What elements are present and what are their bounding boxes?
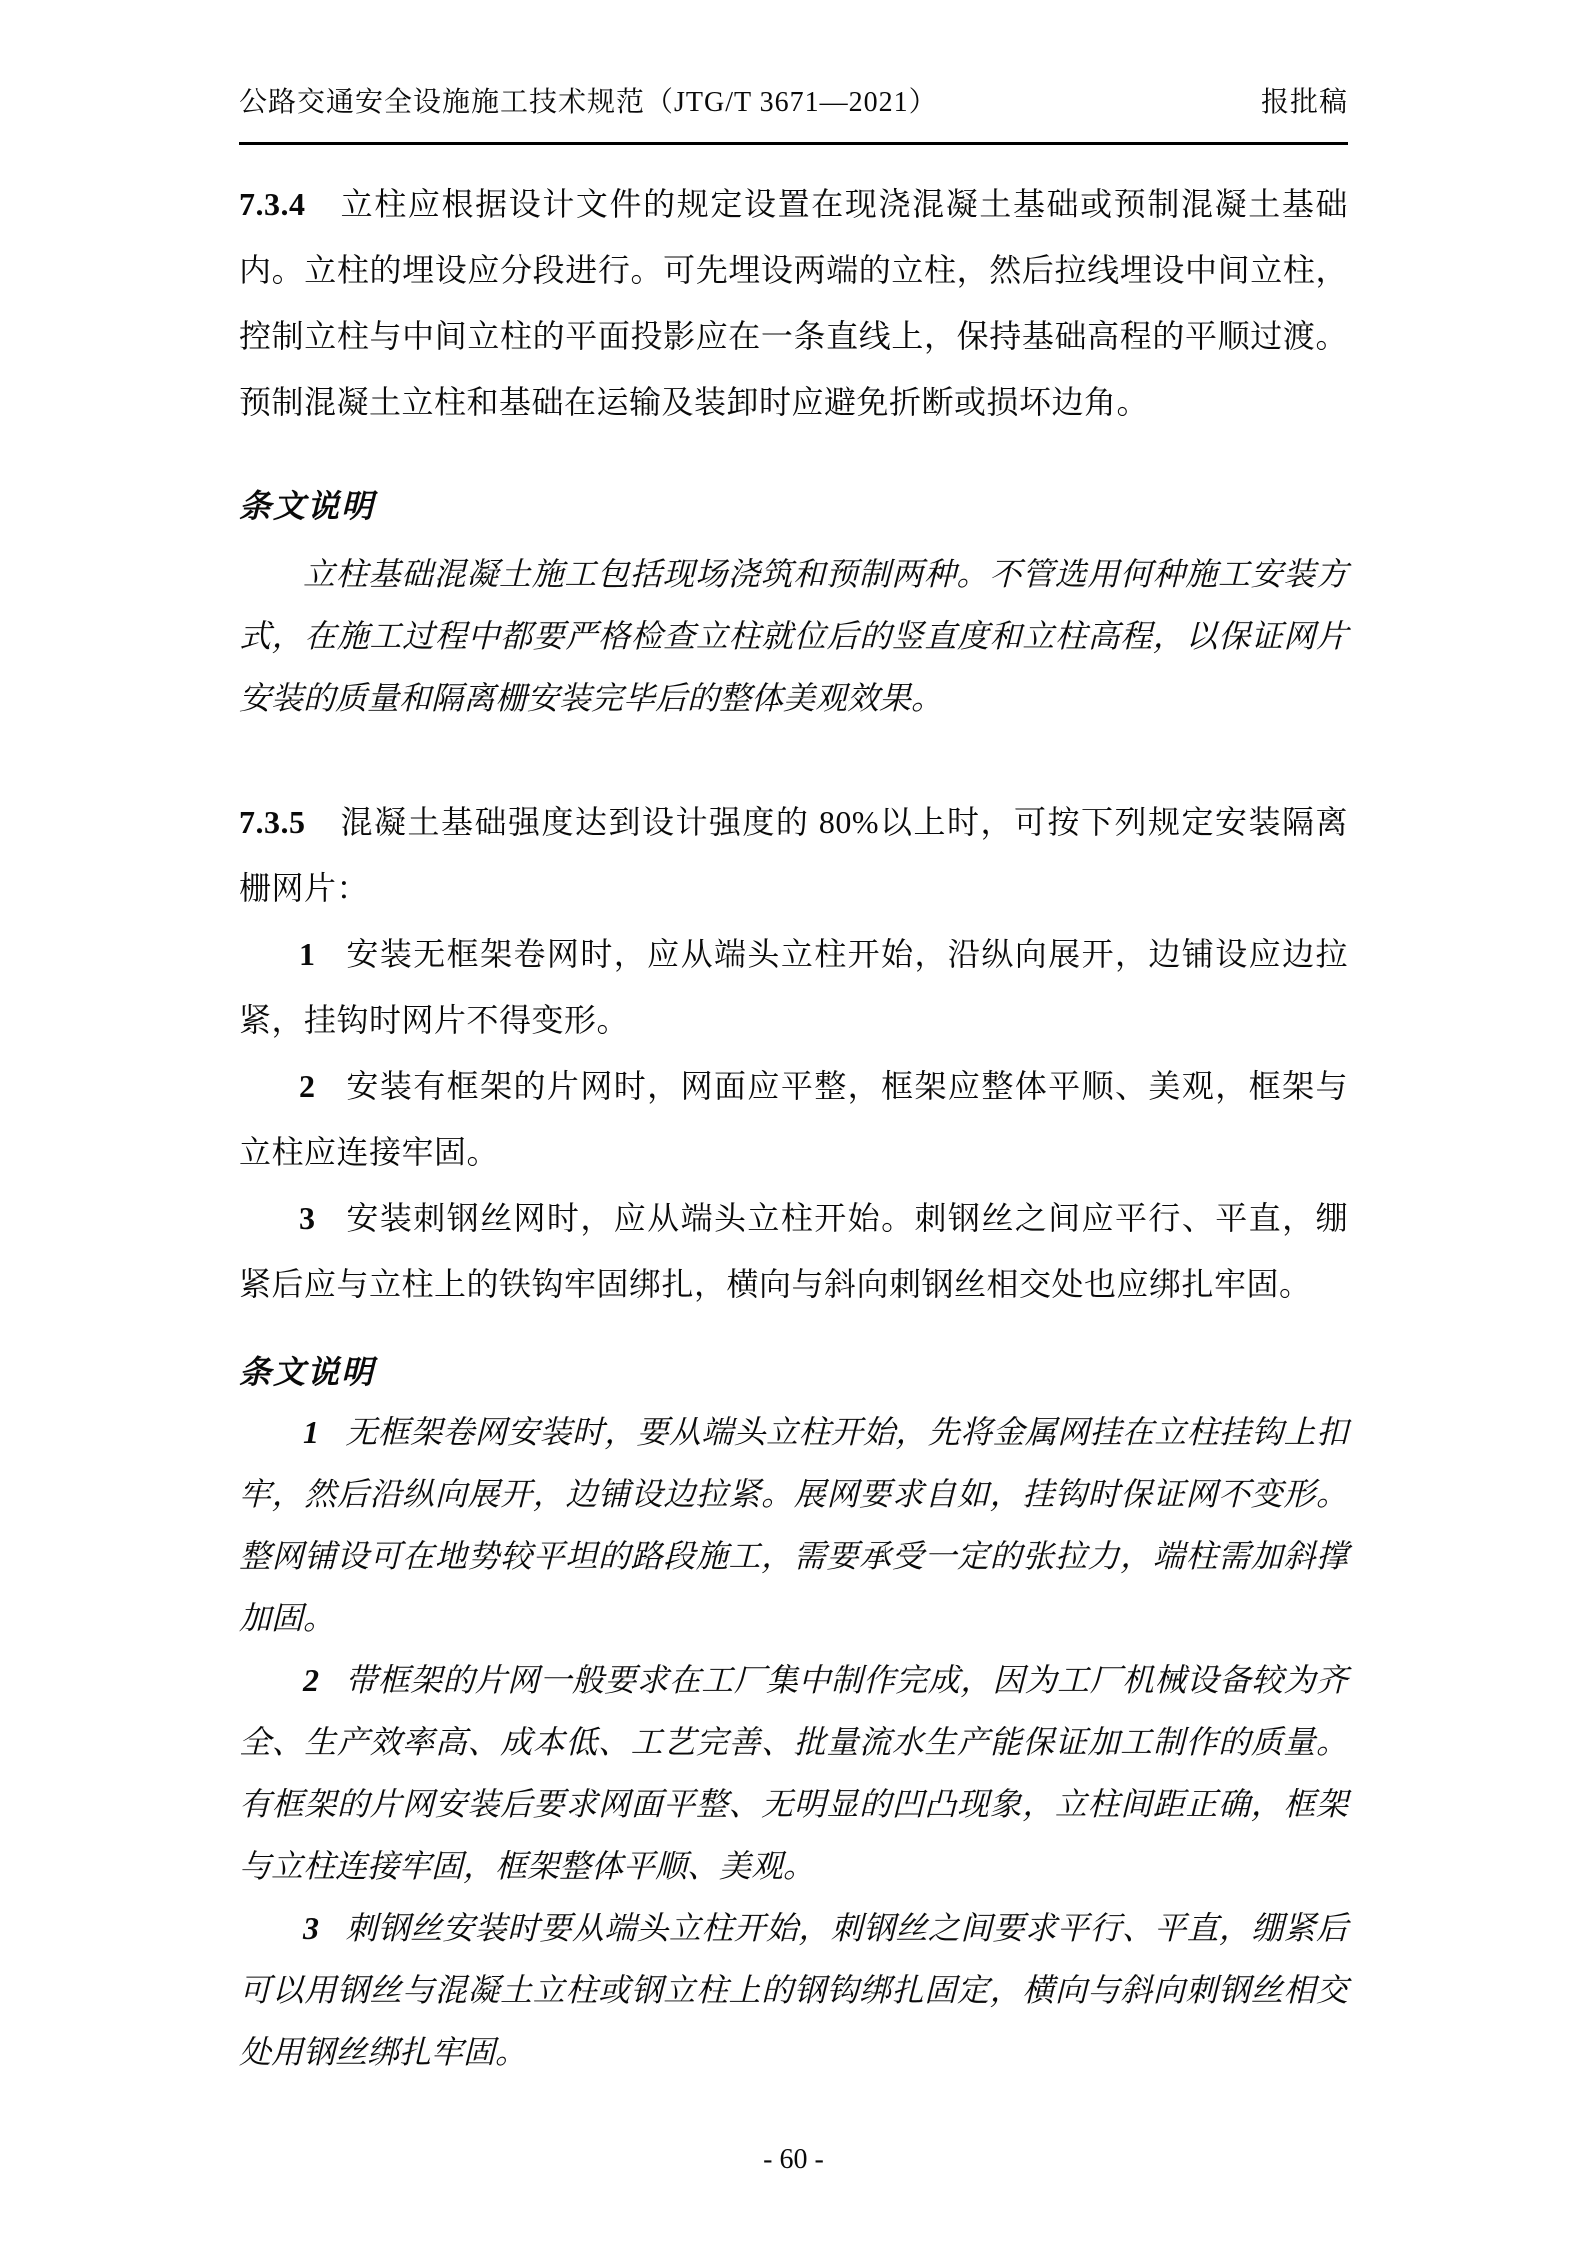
- clause-number: 7.3.5: [239, 804, 306, 840]
- item-text: 安装无框架卷网时，应从端头立柱开始，沿纵向展开，边铺设应边拉紧，挂钩时网片不得变形。: [239, 936, 1348, 1038]
- commentary-heading: 条文说明: [239, 488, 376, 524]
- item-number: 3: [303, 1910, 319, 1946]
- commentary-item-1: [239, 1401, 1348, 1649]
- item-text: 安装有框架的片网时，网面应平整，框架应整体平顺、美观，框架与立柱应连接牢固。: [239, 1068, 1348, 1170]
- list-item-1: [239, 921, 1348, 1053]
- item-number: 3: [299, 1200, 316, 1236]
- clause-7-3-4: [239, 171, 1348, 435]
- list-item-3: [239, 1185, 1348, 1317]
- item-number: 1: [303, 1414, 319, 1450]
- item-text: 刺钢丝安装时要从端头立柱开始，刺钢丝之间要求平行、平直，绷紧后可以用钢丝与混凝土立柱或钢立柱上的钢钩绑扎固定，横向与斜向刺钢丝相交处用钢丝绑扎牢固。: [239, 1910, 1348, 2070]
- item-number: 2: [299, 1068, 316, 1104]
- commentary-paragraph: 立柱基础混凝土施工包括现场浇筑和预制两种。不管选用何种施工安装方式，在施工过程中都要严格检查立柱就位后的竖直度和立柱高程，以保证网片安装的质量和隔离栅安装完毕后的整体美观效果。: [239, 556, 1348, 716]
- header-spec-title: 公路交通安全设施施工技术规范（JTG/T 3671—2021）: [239, 87, 938, 118]
- header-draft-status: 报批稿: [1260, 87, 1348, 118]
- item-number: 1: [299, 936, 316, 972]
- commentary-item-3: [239, 1897, 1348, 2083]
- clause-number: 7.3.4: [239, 186, 306, 222]
- commentary-item-2: [239, 1649, 1348, 1897]
- list-item-2: [239, 1053, 1348, 1185]
- item-number: 2: [303, 1662, 319, 1698]
- page-footer: [239, 2142, 1348, 2178]
- clause-text: 立柱应根据设计文件的规定设置在现浇混凝土基础或预制混凝土基础内。立柱的埋设应分段进行。可先埋设两端的立柱，然后拉线埋设中间立柱，控制立柱与中间立柱的平面投影应在一条直线上，保持基础高程的平顺过渡。预制混凝土立柱和基础在运输及装卸时应避免折断或损坏边角。: [239, 186, 1348, 420]
- clause-7-3-5: [239, 789, 1348, 921]
- item-text: 安装刺钢丝网时，应从端头立柱开始。刺钢丝之间应平行、平直，绷紧后应与立柱上的铁钩牢固绑扎，横向与斜向刺钢丝相交处也应绑扎牢固。: [239, 1200, 1348, 1302]
- page-number: - 60 -: [763, 2144, 824, 2175]
- commentary-heading: 条文说明: [239, 1354, 376, 1390]
- item-text: 无框架卷网安装时，要从端头立柱开始，先将金属网挂在立柱挂钩上扣牢，然后沿纵向展开，边铺设边拉紧。展网要求自如，挂钩时保证网不变形。整网铺设可在地势较平坦的路段施工，需要承受一定的张拉力，端柱需加斜撑加固。: [239, 1414, 1348, 1636]
- clause-text: 混凝土基础强度达到设计强度的 80%以上时，可按下列规定安装隔离栅网片：: [239, 804, 1348, 906]
- page-header: [239, 0, 1348, 145]
- item-text: 带框架的片网一般要求在工厂集中制作完成，因为工厂机械设备较为齐全、生产效率高、成本低、工艺完善、批量流水生产能保证加工制作的质量。有框架的片网安装后要求网面平整、无明显的凹凸现象，立柱间距正确，框架与立柱连接牢固，框架整体平顺、美观。: [239, 1662, 1348, 1884]
